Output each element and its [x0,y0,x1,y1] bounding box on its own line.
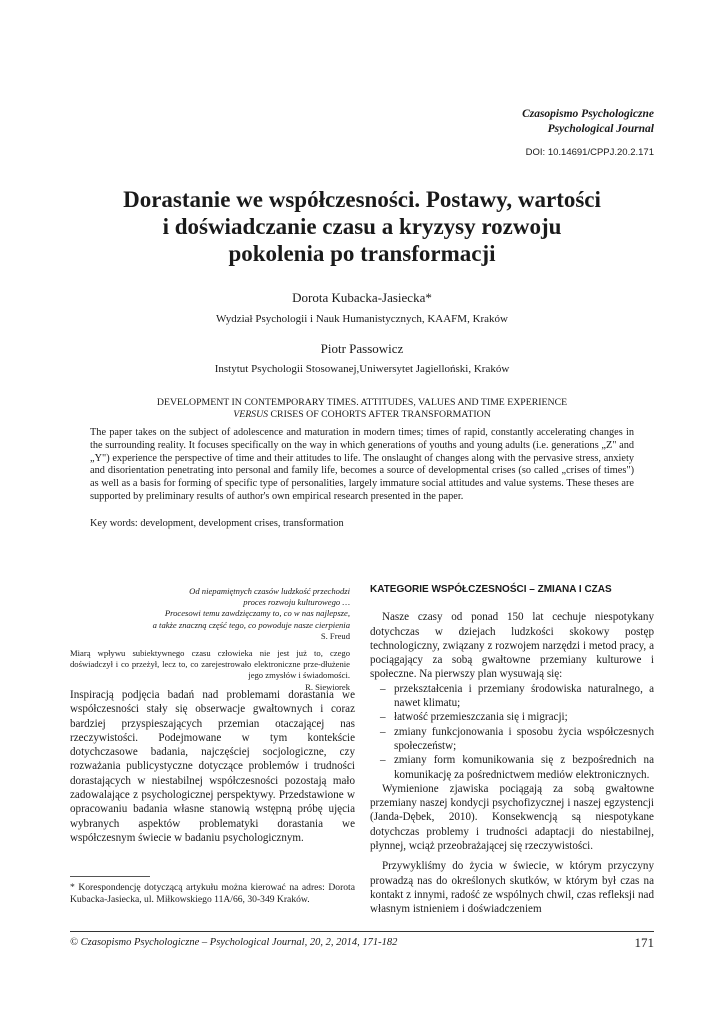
footer-citation: © Czasopismo Psychologiczne – Psychological Journal, 20, 2, 2014, 171-182 [70,937,398,948]
english-title-line [70,409,654,421]
left-column-body [70,688,355,845]
versus-word: VERSUS [233,409,269,420]
correspondence-footnote: * Korespondencję dotyczącą artykułu można kierować na adres: Dorota Kubacka-Jasiecka, ul. Miłkowskiego 11A/66, 30-349 Kraków. [70,882,355,906]
body-paragraph: Inspiracją podjęcia badań nad problemami dorastania we współczesności stały się obserwacje gwałtownych i coraz bardziej przyspieszających przemian otaczającej nas rzeczywistości. Podejmowane w tym kontekście dotychczasowe badania, najczęściej socjologiczne, czy rozważania publicystyczne dotyczące problemów i trudności dorastających w niestabilnej współczesności pozostają mało zadowalające z psychologicznej perspektywy. Przedstawione w opracowaniu badania własne stanowią wstępną próbę ujęcia wybranych aspektów problematyki dorastania we współczesnym świecie w badaniu psychologicznym. [70,689,355,844]
motto-author: R. Siewiorek [305,681,350,692]
list-item: – przekształcenia i przemiany środowiska naturalnego, a nawet klimatu; [394,682,654,711]
motto-author: S. Freud [320,630,350,641]
motto-line: Procesowi temu zawdzięczamy to, co w nas najlepsze, [164,608,350,619]
page-number: 171 [634,935,654,950]
title-line: pokolenia po transformacji [228,241,496,266]
author-affiliation: Wydział Psychologii i Nauk Humanistycznych, KAAFM, Kraków [215,313,508,325]
body-paragraph: Przywykliśmy do życia w świecie, w którym przyczyny prowadzą nas do określonych skutków, w którym był czas na kontakt z innymi, radość ze wspólnych chwil, czas refleksji nad własnym istnieniem i doświadczeniem [370,860,654,916]
author-name: Piotr Passowicz [320,341,404,356]
english-title [70,397,654,421]
section-heading: KATEGORIE WSPÓŁCZESNOŚCI – ZMIANA I CZAS [370,584,612,595]
journal-name [522,107,654,137]
english-title-rest: CRISES OF COHORTS AFTER TRANSFORMATION [268,409,491,420]
body-paragraph: Nasze czasy od ponad 150 lat cechuje niespotykany dotychczas w dziejach ludzkości skokowy postęp technologiczny, związany z rozwojem narzędzi i metod pracy, a pociągający za sobą gwałtowne przemiany kulturowe i społeczne. Na pierwszy plan wysuwają się: [370,611,654,681]
doi: DOI: 10.14691/CPPJ.20.2.171 [525,147,654,158]
keywords: Key words: development, development crises, transformation [90,518,344,529]
list-item: – zmiany form komunikowania się z bezpośrednich na komunikację za pośrednictwem mediów elektronicznych. [394,753,654,782]
footnote-divider [70,876,150,877]
epigraphs [70,586,350,693]
motto-line: a także znaczną część tego, co powoduje nasze cierpienia [152,619,350,630]
right-column-body [370,583,654,917]
author-name: Dorota Kubacka-Jasiecka* [292,290,432,305]
change-list [370,682,654,782]
article-title [40,186,684,267]
footer-divider [70,931,654,932]
list-item: – łatwość przemieszczania się i migracji; [394,710,654,724]
abstract: The paper takes on the subject of adolescence and maturation in modern times; times of rapid, constantly accelerating changes in the surrounding reality. It focuses specifically on the way in which generations of youths and young adults (i.e. generations „Z" and „Y") experience the perspective of time and their attitudes to life. The onslaught of changes along with the pervasive stress, anxiety and disorientation penetrating into personal and family life, becomes a source of developmental crises (so called „crises of times") as well as a basis for forming of specific type of personalities, largely immature social attitudes and value systems. These theses are supported by preliminary results of author's own empirical research presented in the paper. [90,427,634,502]
title-line: i doświadczanie czasu a kryzysy rozwoju [162,214,562,239]
journal-name-english: Psychological Journal [547,123,654,135]
motto-line: Od niepamiętnych czasów ludzkość przechodzi [189,586,350,596]
list-item: – zmiany funkcjonowania i sposobu życia współczesnych społeczeństw; [394,725,654,754]
motto-line: proces rozwoju kulturowego … [243,597,350,608]
author-affiliation: Instytut Psychologii Stosowanej,Uniwersytet Jagielloński, Kraków [214,363,510,375]
english-title-line: DEVELOPMENT IN CONTEMPORARY TIMES. ATTITUDES, VALUES AND TIME EXPERIENCE [156,397,568,408]
journal-name-polish: Czasopismo Psychologiczne [522,108,654,120]
title-line: Dorastanie we współczesności. Postawy, wartości [123,187,601,212]
motto-text: Miarą wpływu subiektywnego czasu człowieka nie jest już to, czego doświadczył i co przeżył, lecz to, co zarejestrowało elektroniczne prze-dłużenie jego zmysłów i świadomości. [70,648,350,681]
body-paragraph: Wymienione zjawiska pociągają za sobą gwałtowne przemiany naszej kondycji psychofizycznej i naszej egzystencji (Janda-Dębek, 2010). Konsekwencją są niespotykane dotychczas problemy i trudności adaptacji do niestabilnej, płynnej, wciąż przeobrażającej się rzeczywistości. [370,782,654,853]
